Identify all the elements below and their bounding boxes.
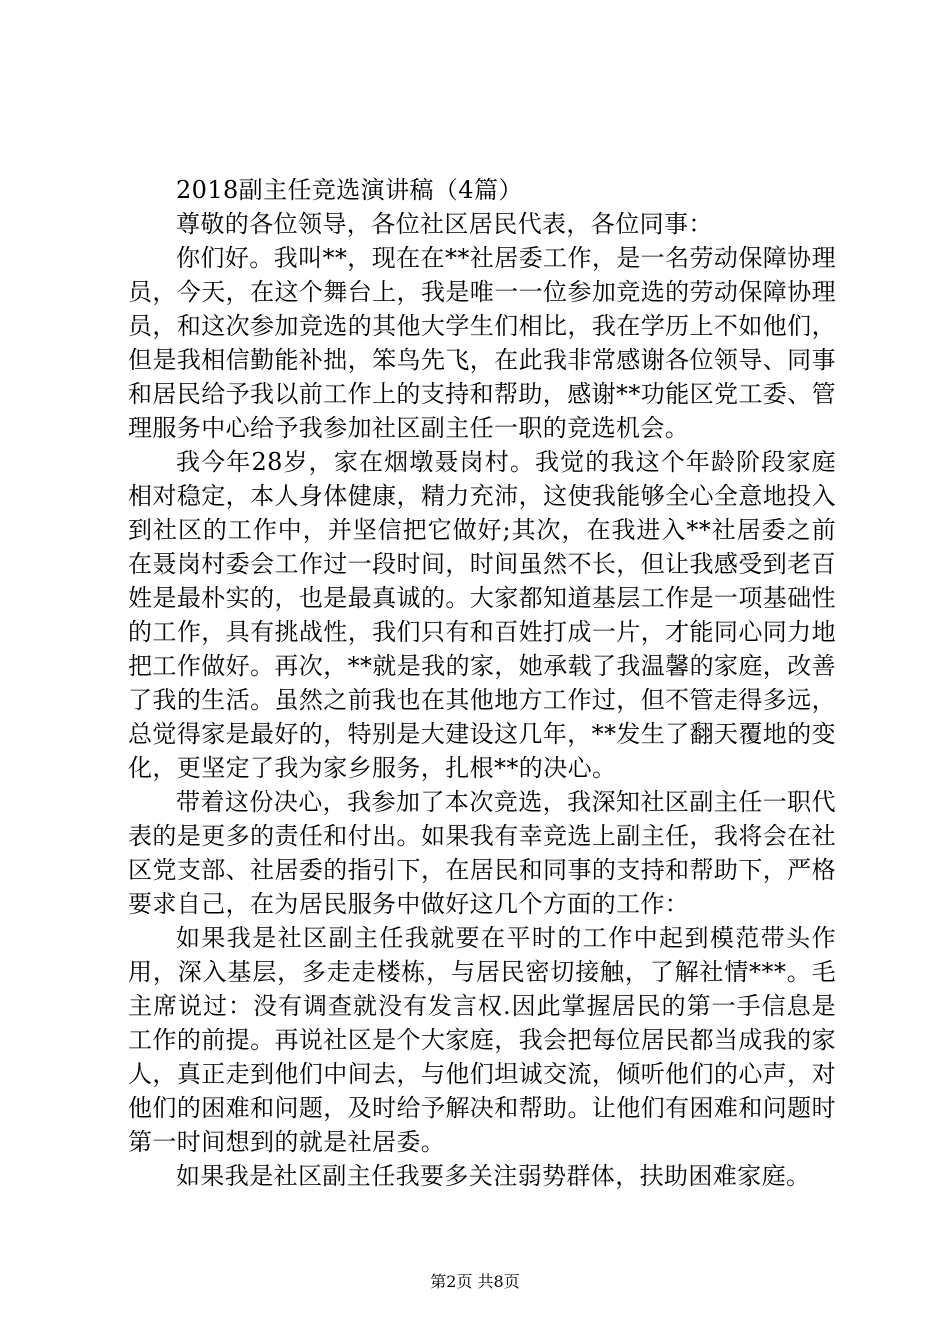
paragraph-background: 我今年28岁，家在烟墩聂岗村。我觉的我这个年龄阶段家庭相对稳定，本人身体健康，精力充沛，这使我能够全心全意地投入到社区的工作中，并坚信把它做好;其次，在我进入**社居委之前在聂岗村委会工作过一段时间，时间虽然不长，但让我感受到老百姓是最朴实的，也是最真诚的。大家都知道基层工作是一项基础性的工作，具有挑战性，我们只有和百姓打成一片，才能同心同力地把工作做好。再次，**就是我的家，她承载了我温馨的家庭，改善了我的生活。虽然之前我也在其他地方工作过，但不管走得多远，总觉得家是最好的，特别是大建设这几年，**发生了翻天覆地的变化，更坚定了我为家乡服务，扎根**的决心。 xyxy=(128,448,836,782)
page-number-footer: 第2页 共8页 xyxy=(430,1272,520,1291)
paragraph-salutation: 尊敬的各位领导，各位社区居民代表，各位同事： xyxy=(176,210,713,238)
paragraph-plan-one: 如果我是社区副主任我就要在平时的工作中起到模范带头作用，深入基层，多走走楼栋，与居民密切接触，了解社情***。毛主席说过：没有调查就没有发言权.因此掌握居民的第一手信息是工作的前提。再说社区是个大家庭，我会把每位居民都当成我的家人，真正走到他们中间去，与他们坦诚交流，倾听他们的心声，对他们的困难和问题，及时给予解决和帮助。让他们有困难和问题时第一时间想到的就是社居委。 xyxy=(128,924,836,1156)
document-title: 2018副主任竞选演讲稿（4篇） xyxy=(176,176,523,204)
document-body xyxy=(128,173,836,1193)
paragraph-plan-two: 如果我是社区副主任我要多关注弱势群体，扶助困难家庭。 xyxy=(176,1162,811,1190)
paragraph-commitment: 带着这份决心，我参加了本次竞选，我深知社区副主任一职代表的是更多的责任和付出。如果我有幸竞选上副主任，我将会在社区党支部、社居委的指引下，在居民和同事的支持和帮助下，严格要求自己，在为居民服务中做好这几个方面的工作： xyxy=(128,788,836,918)
paragraph-introduction: 你们好。我叫**，现在在**社居委工作，是一名劳动保障协理员，今天，在这个舞台上，我是唯一一位参加竞选的劳动保障协理员，和这次参加竞选的其他大学生们相比，我在学历上不如他们，但是我相信勤能补拙，笨鸟先飞，在此我非常感谢各位领导、同事和居民给予我以前工作上的支持和帮助，感谢**功能区党工委、管理服务中心给予我参加社区副主任一职的竞选机会。 xyxy=(128,244,836,442)
